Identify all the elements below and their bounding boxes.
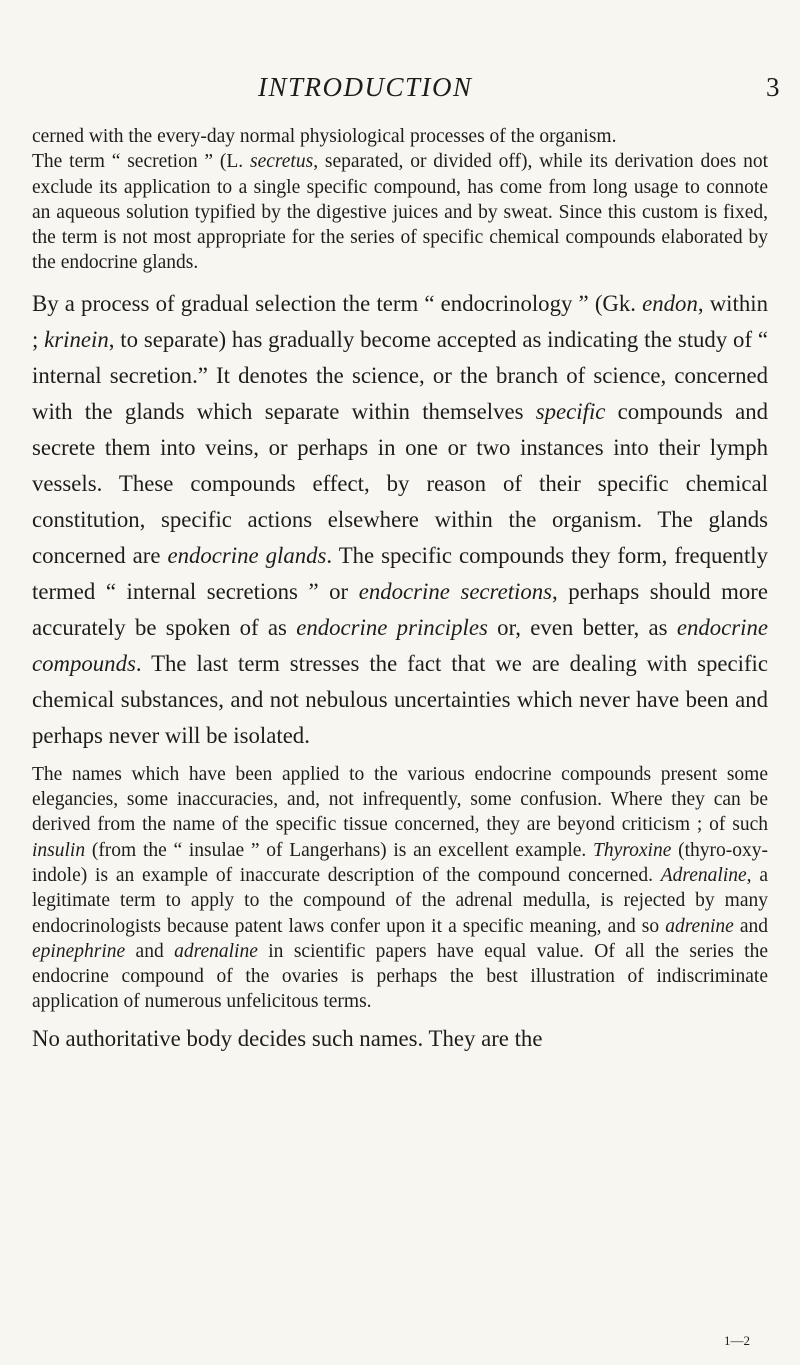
italic-term: endocrine glands bbox=[167, 542, 327, 568]
text-run: in scientific papers have equal value. Of all the series the endocrine compound of the ovaries is perhaps the best illustration of indiscriminate application of numerous unfelicitous terms. bbox=[32, 940, 769, 1013]
italic-term: krinein bbox=[44, 326, 109, 352]
italic-term: adrenine bbox=[665, 915, 734, 937]
italic-term: endocrine compounds bbox=[32, 614, 769, 676]
text-run: , within ; bbox=[32, 290, 768, 352]
italic-term: endocrine principles bbox=[296, 614, 488, 640]
italic-term: specific bbox=[535, 398, 606, 424]
text-run: . The specific compounds they form, frequently termed “ internal secretions ” or bbox=[32, 542, 769, 604]
italic-term: adrenaline bbox=[174, 940, 258, 962]
text-run: (thyro-oxy-indole) is an example of inaccurate description of the compound concerned. bbox=[32, 839, 768, 886]
signature-mark: 1—2 bbox=[724, 1333, 750, 1348]
running-title: INTRODUCTION bbox=[258, 72, 473, 102]
italic-term: endon bbox=[642, 290, 698, 316]
text-run: (from the “ insulae ” of Langerhans) is an excellent example. bbox=[85, 839, 594, 861]
paragraph-1: cerned with the every-day normal physiological processes of the organism. bbox=[32, 126, 617, 147]
italic-term: Thyroxine bbox=[593, 839, 672, 861]
italic-term: Adrenaline bbox=[660, 864, 747, 886]
italic-term: endocrine secretions bbox=[358, 578, 553, 604]
paragraph-4 bbox=[32, 762, 768, 1015]
text-run: The term “ secretion ” (L. bbox=[32, 151, 251, 173]
text-run: . The last term stresses the fact that we are dealing with specific chemical substances, and not nebulous uncertainties which never have been and perhaps never will be isolated. bbox=[32, 650, 768, 748]
italic-term: epinephrine bbox=[32, 940, 126, 962]
text-run: or, even better, as bbox=[487, 614, 677, 640]
paragraph-5: No authoritative body decides such names. They are the bbox=[32, 1025, 543, 1051]
body-text bbox=[32, 124, 768, 1057]
italic-term: insulin bbox=[32, 839, 86, 861]
italic-term: secretus bbox=[250, 151, 314, 173]
text-run: and bbox=[125, 940, 175, 962]
text-run: By a process of gradual selection the term “ endocrinology ” (Gk. bbox=[32, 290, 643, 316]
paragraph-3 bbox=[32, 286, 768, 754]
text-run: , perhaps should more accurately be spoken of as bbox=[32, 578, 768, 640]
text-run: The names which have been applied to the various endocrine compounds present some elegancies, some inaccuracies, and, not infrequently, some confusion. Where they can be derived from the name of the specific tissue concerned, they are beyond criticism ; of such bbox=[32, 763, 768, 836]
text-run: compounds and secrete them into veins, or perhaps in one or two instances into their lymph vessels. These compounds effect, by reason of their specific chemical constitution, specific actions elsewhere within the organism. The glands concerned are bbox=[32, 398, 768, 568]
running-head bbox=[0, 72, 800, 112]
text-run: , to separate) has gradually become accepted as indicating the study of “ internal secretion.” It denotes the science, or the branch of science, concerned with the glands which separate within themselves bbox=[32, 326, 768, 424]
text-run: , a legitimate term to apply to the compound of the adrenal medulla, is rejected by many endocrinologists because patent laws confer upon it a specific meaning, and so bbox=[32, 864, 768, 937]
page-number: 3 bbox=[766, 72, 780, 102]
text-run: , separated, or divided off), while its derivation does not exclude its application to a single specific compound, has come from long usage to connote an aqueous solution typified by the digestive juices and by sweat. Since this custom is fixed, the term is not most appropriate for the series of specific chemical compounds elaborated by the endocrine glands. bbox=[32, 151, 768, 274]
text-run: and bbox=[733, 915, 768, 937]
paragraph-2 bbox=[32, 149, 768, 275]
